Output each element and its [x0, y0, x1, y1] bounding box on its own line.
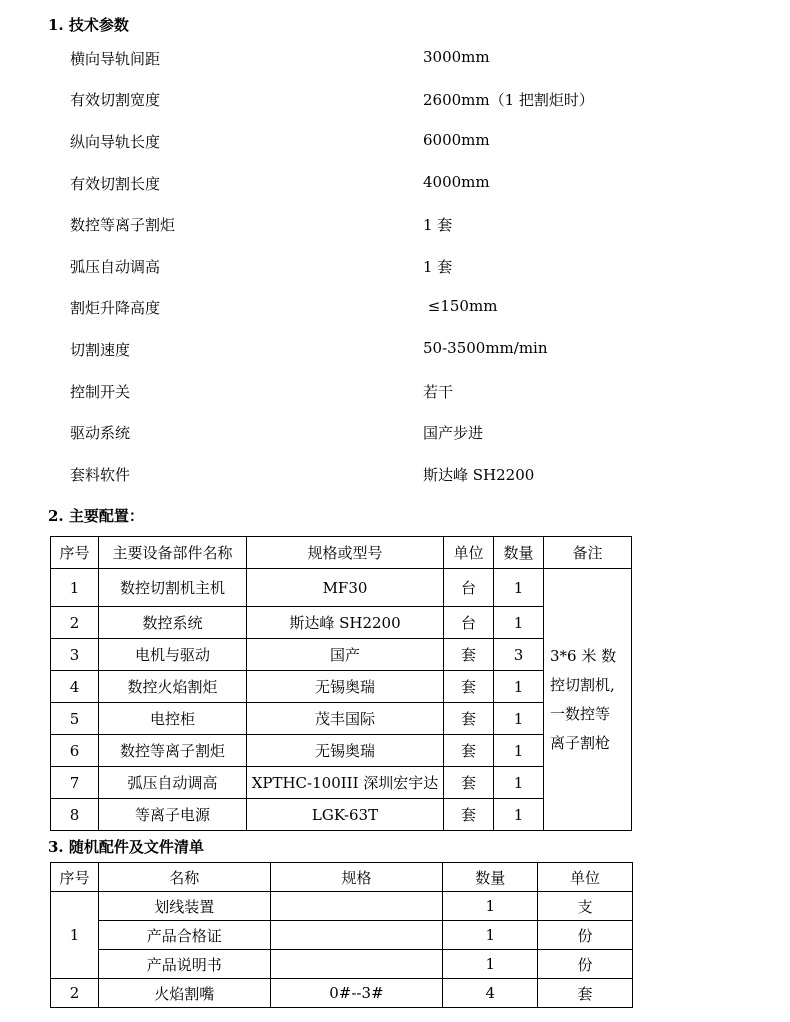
column-header: 序号: [51, 863, 99, 892]
spec-value: 3000mm: [423, 48, 490, 66]
row-spec: 无锡奥瑞: [247, 671, 444, 703]
remarks-line: 控切割机,: [550, 675, 615, 694]
column-header: 备注: [544, 537, 632, 569]
main-config-table: [50, 536, 632, 831]
remarks-cell: [544, 569, 632, 831]
row-qty: 3: [494, 639, 544, 671]
row-unit: 套: [444, 799, 494, 831]
row-number: 3: [51, 639, 99, 671]
column-header: 名称: [98, 863, 270, 892]
row-spec: [270, 921, 443, 950]
row-name: 数控等离子割炬: [99, 735, 247, 767]
row-spec: MF30: [247, 569, 444, 607]
spec-label: 切割速度: [70, 341, 131, 359]
spec-label: 驱动系统: [70, 424, 131, 442]
row-qty: 1: [494, 735, 544, 767]
column-header: 数量: [494, 537, 544, 569]
row-name: 数控火焰割炬: [99, 671, 247, 703]
spec-value: 2600mm（1 把割炬时）: [423, 91, 594, 109]
row-name: 产品说明书: [98, 950, 270, 979]
spec-row: [0, 214, 790, 238]
column-header: 序号: [51, 537, 99, 569]
row-number: 8: [51, 799, 99, 831]
column-header: 主要设备部件名称: [99, 537, 247, 569]
column-header: 数量: [443, 863, 538, 892]
spec-label: 纵向导轨长度: [70, 133, 161, 151]
table-header-row: [51, 537, 632, 569]
row-unit: 支: [538, 892, 633, 921]
row-spec: 0#--3#: [270, 979, 443, 1008]
row-name: 产品合格证: [98, 921, 270, 950]
remarks-line: 一数控等: [550, 704, 611, 723]
row-spec: LGK-63T: [247, 799, 444, 831]
row-unit: 台: [444, 607, 494, 639]
row-spec: 斯达峰 SH2200: [247, 607, 444, 639]
row-number: 2: [51, 607, 99, 639]
column-header: 规格或型号: [247, 537, 444, 569]
spec-row: [0, 256, 790, 280]
row-number: 2: [51, 979, 99, 1008]
spec-value: ≤150mm: [423, 297, 498, 315]
row-number: 4: [51, 671, 99, 703]
row-qty: 4: [443, 979, 538, 1008]
spec-label: 横向导轨间距: [70, 50, 161, 68]
row-unit: 套: [444, 735, 494, 767]
spec-row: [0, 381, 790, 405]
table-header-row: [51, 863, 633, 892]
row-spec: XPTHC-100III 深圳宏宇达: [247, 767, 444, 799]
spec-value: 1 套: [423, 258, 453, 276]
row-unit: 套: [444, 671, 494, 703]
spec-label: 控制开关: [70, 383, 131, 401]
row-qty: 1: [443, 950, 538, 979]
row-unit: 台: [444, 569, 494, 607]
spec-row: [0, 297, 790, 321]
accessories-table: [50, 862, 633, 1008]
row-spec: 茂丰国际: [247, 703, 444, 735]
spec-row: [0, 339, 790, 363]
row-qty: 1: [443, 921, 538, 950]
row-qty: 1: [443, 892, 538, 921]
column-header: 单位: [444, 537, 494, 569]
remarks-line: 离子割枪: [550, 733, 611, 752]
spec-value: 6000mm: [423, 131, 490, 149]
row-unit: 份: [538, 950, 633, 979]
row-spec: [270, 892, 443, 921]
row-unit: 套: [444, 639, 494, 671]
column-header: 规格: [270, 863, 443, 892]
spec-value: 1 套: [423, 216, 453, 234]
spec-label: 弧压自动调高: [70, 258, 161, 276]
spec-label: 数控等离子割炬: [70, 216, 176, 234]
table-row: [51, 921, 633, 950]
row-name: 火焰割嘴: [98, 979, 270, 1008]
table-row: [51, 892, 633, 921]
spec-row: [0, 48, 790, 72]
row-name: 数控系统: [99, 607, 247, 639]
row-unit: 份: [538, 921, 633, 950]
spec-value: 斯达峰 SH2200: [423, 466, 535, 484]
remarks-line: 3*6 米 数: [550, 646, 617, 665]
row-name: 划线装置: [98, 892, 270, 921]
row-unit: 套: [444, 767, 494, 799]
row-spec: [270, 950, 443, 979]
row-name: 电机与驱动: [99, 639, 247, 671]
table-row: [51, 569, 632, 607]
row-name: 弧压自动调高: [99, 767, 247, 799]
spec-row: [0, 464, 790, 488]
spec-value: 4000mm: [423, 173, 490, 191]
spec-row: [0, 173, 790, 197]
row-number: 6: [51, 735, 99, 767]
spec-label: 有效切割长度: [70, 175, 161, 193]
spec-row: [0, 131, 790, 155]
table-row: [51, 979, 633, 1008]
spec-value: 国产步进: [423, 424, 484, 442]
row-qty: 1: [494, 569, 544, 607]
spec-row: [0, 89, 790, 113]
row-name: 电控柜: [99, 703, 247, 735]
table-row: [51, 950, 633, 979]
spec-label: 有效切割宽度: [70, 91, 161, 109]
column-header: 单位: [538, 863, 633, 892]
row-number: 1: [51, 569, 99, 607]
row-qty: 1: [494, 767, 544, 799]
spec-value: 若干: [423, 383, 454, 401]
spec-label: 割炬升降高度: [70, 299, 161, 317]
row-qty: 1: [494, 799, 544, 831]
row-name: 数控切割机主机: [99, 569, 247, 607]
row-spec: 国产: [247, 639, 444, 671]
row-unit: 套: [444, 703, 494, 735]
spec-value: 50-3500mm/min: [423, 339, 548, 357]
spec-label: 套料软件: [70, 466, 131, 484]
section-2-title: 2. 主要配置：: [48, 507, 144, 525]
row-qty: 1: [494, 607, 544, 639]
row-qty: 1: [494, 703, 544, 735]
section-1-title: 1. 技术参数: [48, 16, 129, 34]
row-qty: 1: [494, 671, 544, 703]
section-3-title: 3. 随机配件及文件清单: [48, 838, 204, 856]
row-spec: 无锡奥瑞: [247, 735, 444, 767]
row-number: 5: [51, 703, 99, 735]
row-number: 7: [51, 767, 99, 799]
spec-row: [0, 422, 790, 446]
row-unit: 套: [538, 979, 633, 1008]
row-number: 1: [51, 892, 99, 979]
row-name: 等离子电源: [99, 799, 247, 831]
